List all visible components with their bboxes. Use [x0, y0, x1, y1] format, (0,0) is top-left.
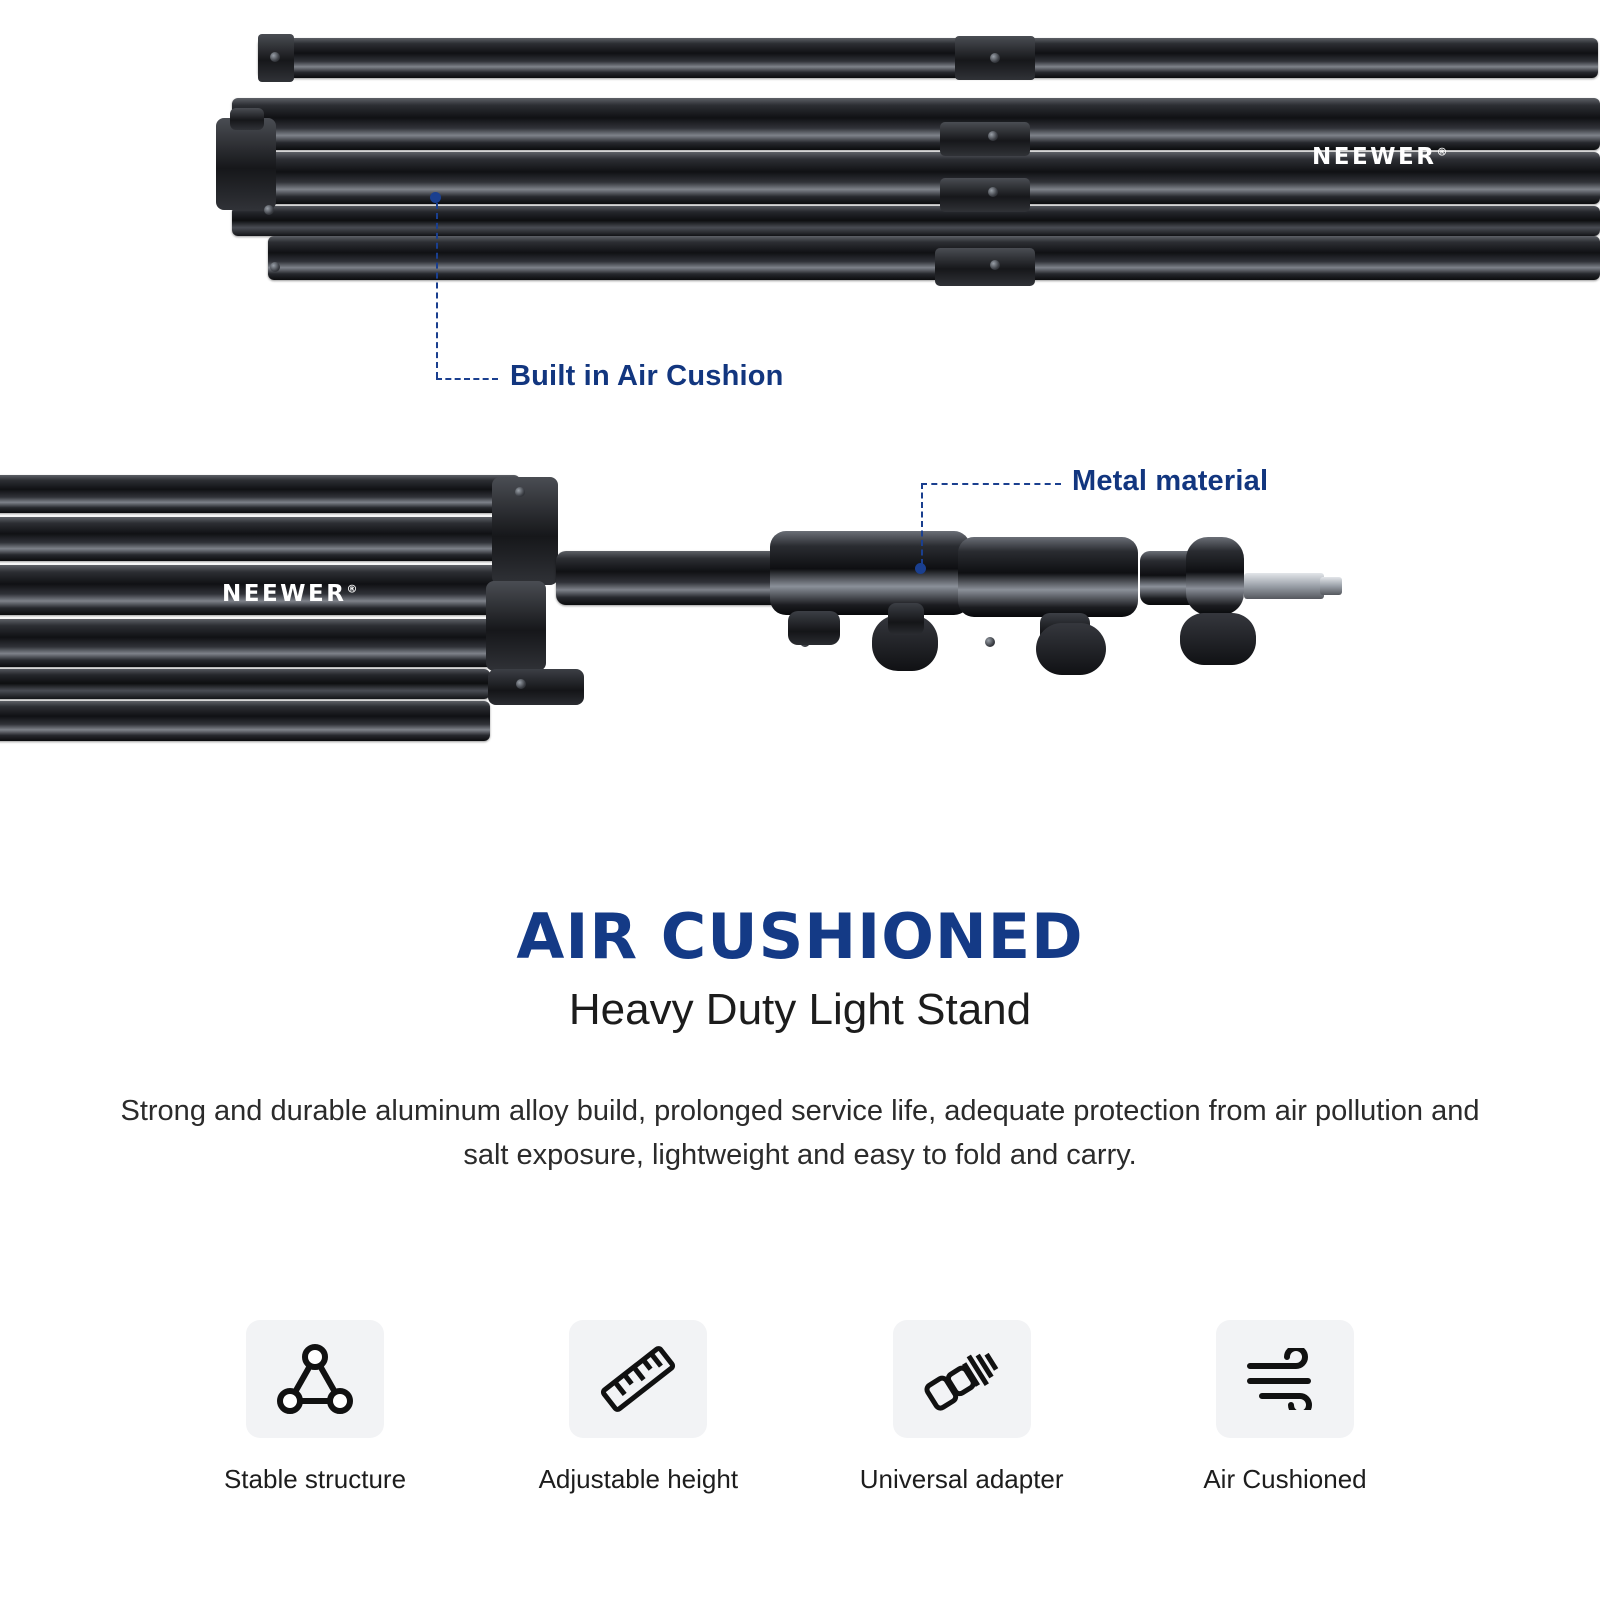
brand-logo-top: [1312, 144, 1447, 170]
screw-icon: [988, 187, 998, 197]
brand-logo-mid: [222, 581, 357, 607]
feature-icon-box: [246, 1320, 384, 1438]
feature-label: Adjustable height: [538, 1464, 739, 1494]
feature-adjustable-height: [503, 1320, 773, 1495]
folding-head-block: [216, 118, 276, 210]
locking-knob: [888, 603, 924, 635]
feature-icon-box: [893, 1320, 1031, 1438]
screw-icon: [515, 487, 525, 497]
feature-air-cushioned: [1150, 1320, 1420, 1495]
callout-line-horizontal: [921, 483, 1061, 485]
ruler-height-icon: [598, 1341, 678, 1417]
swivel-head: [1186, 537, 1244, 615]
leg-bracket: [940, 122, 1030, 156]
stand-leg-tube: [268, 236, 1600, 280]
brand-name: NEEWER: [1312, 144, 1437, 170]
screw-icon: [985, 637, 995, 647]
leg-bracket: [940, 178, 1030, 212]
locking-knob: [488, 669, 584, 705]
adjustment-sleeve: [958, 537, 1138, 617]
screw-icon: [990, 260, 1000, 270]
feature-icon-box: [1216, 1320, 1354, 1438]
stand-leg-tube: [0, 475, 520, 513]
brand-name: NEEWER: [222, 581, 347, 607]
wind-air-icon: [1242, 1348, 1328, 1410]
product-image-folded-stand: [0, 0, 1600, 430]
callout-line-vertical: [921, 483, 923, 565]
adjustment-sleeve: [770, 531, 970, 615]
screw-icon: [516, 679, 526, 689]
feature-label: Universal adapter: [859, 1464, 1064, 1494]
screw-icon: [990, 53, 1000, 63]
adapter-connector-icon: [920, 1343, 1004, 1415]
screw-icon: [988, 131, 998, 141]
callout-line-horizontal: [436, 378, 498, 380]
stand-main-tube: [0, 619, 510, 667]
callout-line-vertical: [436, 203, 438, 378]
feature-label: Air Cushioned: [1203, 1464, 1367, 1494]
stand-leg-tube: [258, 38, 1598, 78]
locking-knob: [788, 611, 840, 645]
callout-label-metal-material: Metal material: [1072, 465, 1269, 497]
screw-icon: [264, 205, 274, 215]
page-subtitle: Heavy Duty Light Stand: [568, 985, 1032, 1034]
folding-head-top: [230, 108, 264, 130]
brand-registered: ®: [346, 582, 358, 596]
screw-icon: [270, 52, 280, 62]
wing-knob: [1036, 623, 1106, 675]
callout-dot-air-cushion: [430, 192, 441, 203]
triangle-stability-icon: [277, 1344, 353, 1414]
product-image-extended-stand: [0, 455, 1600, 775]
feature-label: Stable structure: [223, 1464, 407, 1494]
screw-icon: [270, 262, 280, 272]
feature-stable-structure: [180, 1320, 450, 1495]
feature-icon-box: [569, 1320, 707, 1438]
product-description: Strong and durable aluminum alloy build, prolonged service life, adequate protection from air pollution and salt exposure, lightweight and easy to fold and carry.: [120, 1095, 1480, 1171]
stand-inner-tube: [0, 669, 490, 699]
feature-list: [180, 1320, 1420, 1495]
feature-universal-adapter: [827, 1320, 1097, 1495]
spigot-adapter: [1244, 573, 1324, 599]
stand-main-tube: [232, 98, 1600, 150]
wing-knob: [1180, 613, 1256, 665]
stand-collar: [486, 581, 546, 671]
brand-registered: ®: [1436, 145, 1448, 159]
page-title: AIR CUSHIONED: [516, 900, 1084, 973]
leg-bracket: [935, 248, 1035, 286]
spigot-thread: [1320, 577, 1342, 595]
stand-leg-tube: [0, 701, 490, 741]
callout-label-air-cushion: Built in Air Cushion: [510, 360, 784, 392]
stand-leg-tube: [0, 517, 520, 561]
stand-yoke-bracket: [492, 477, 558, 585]
